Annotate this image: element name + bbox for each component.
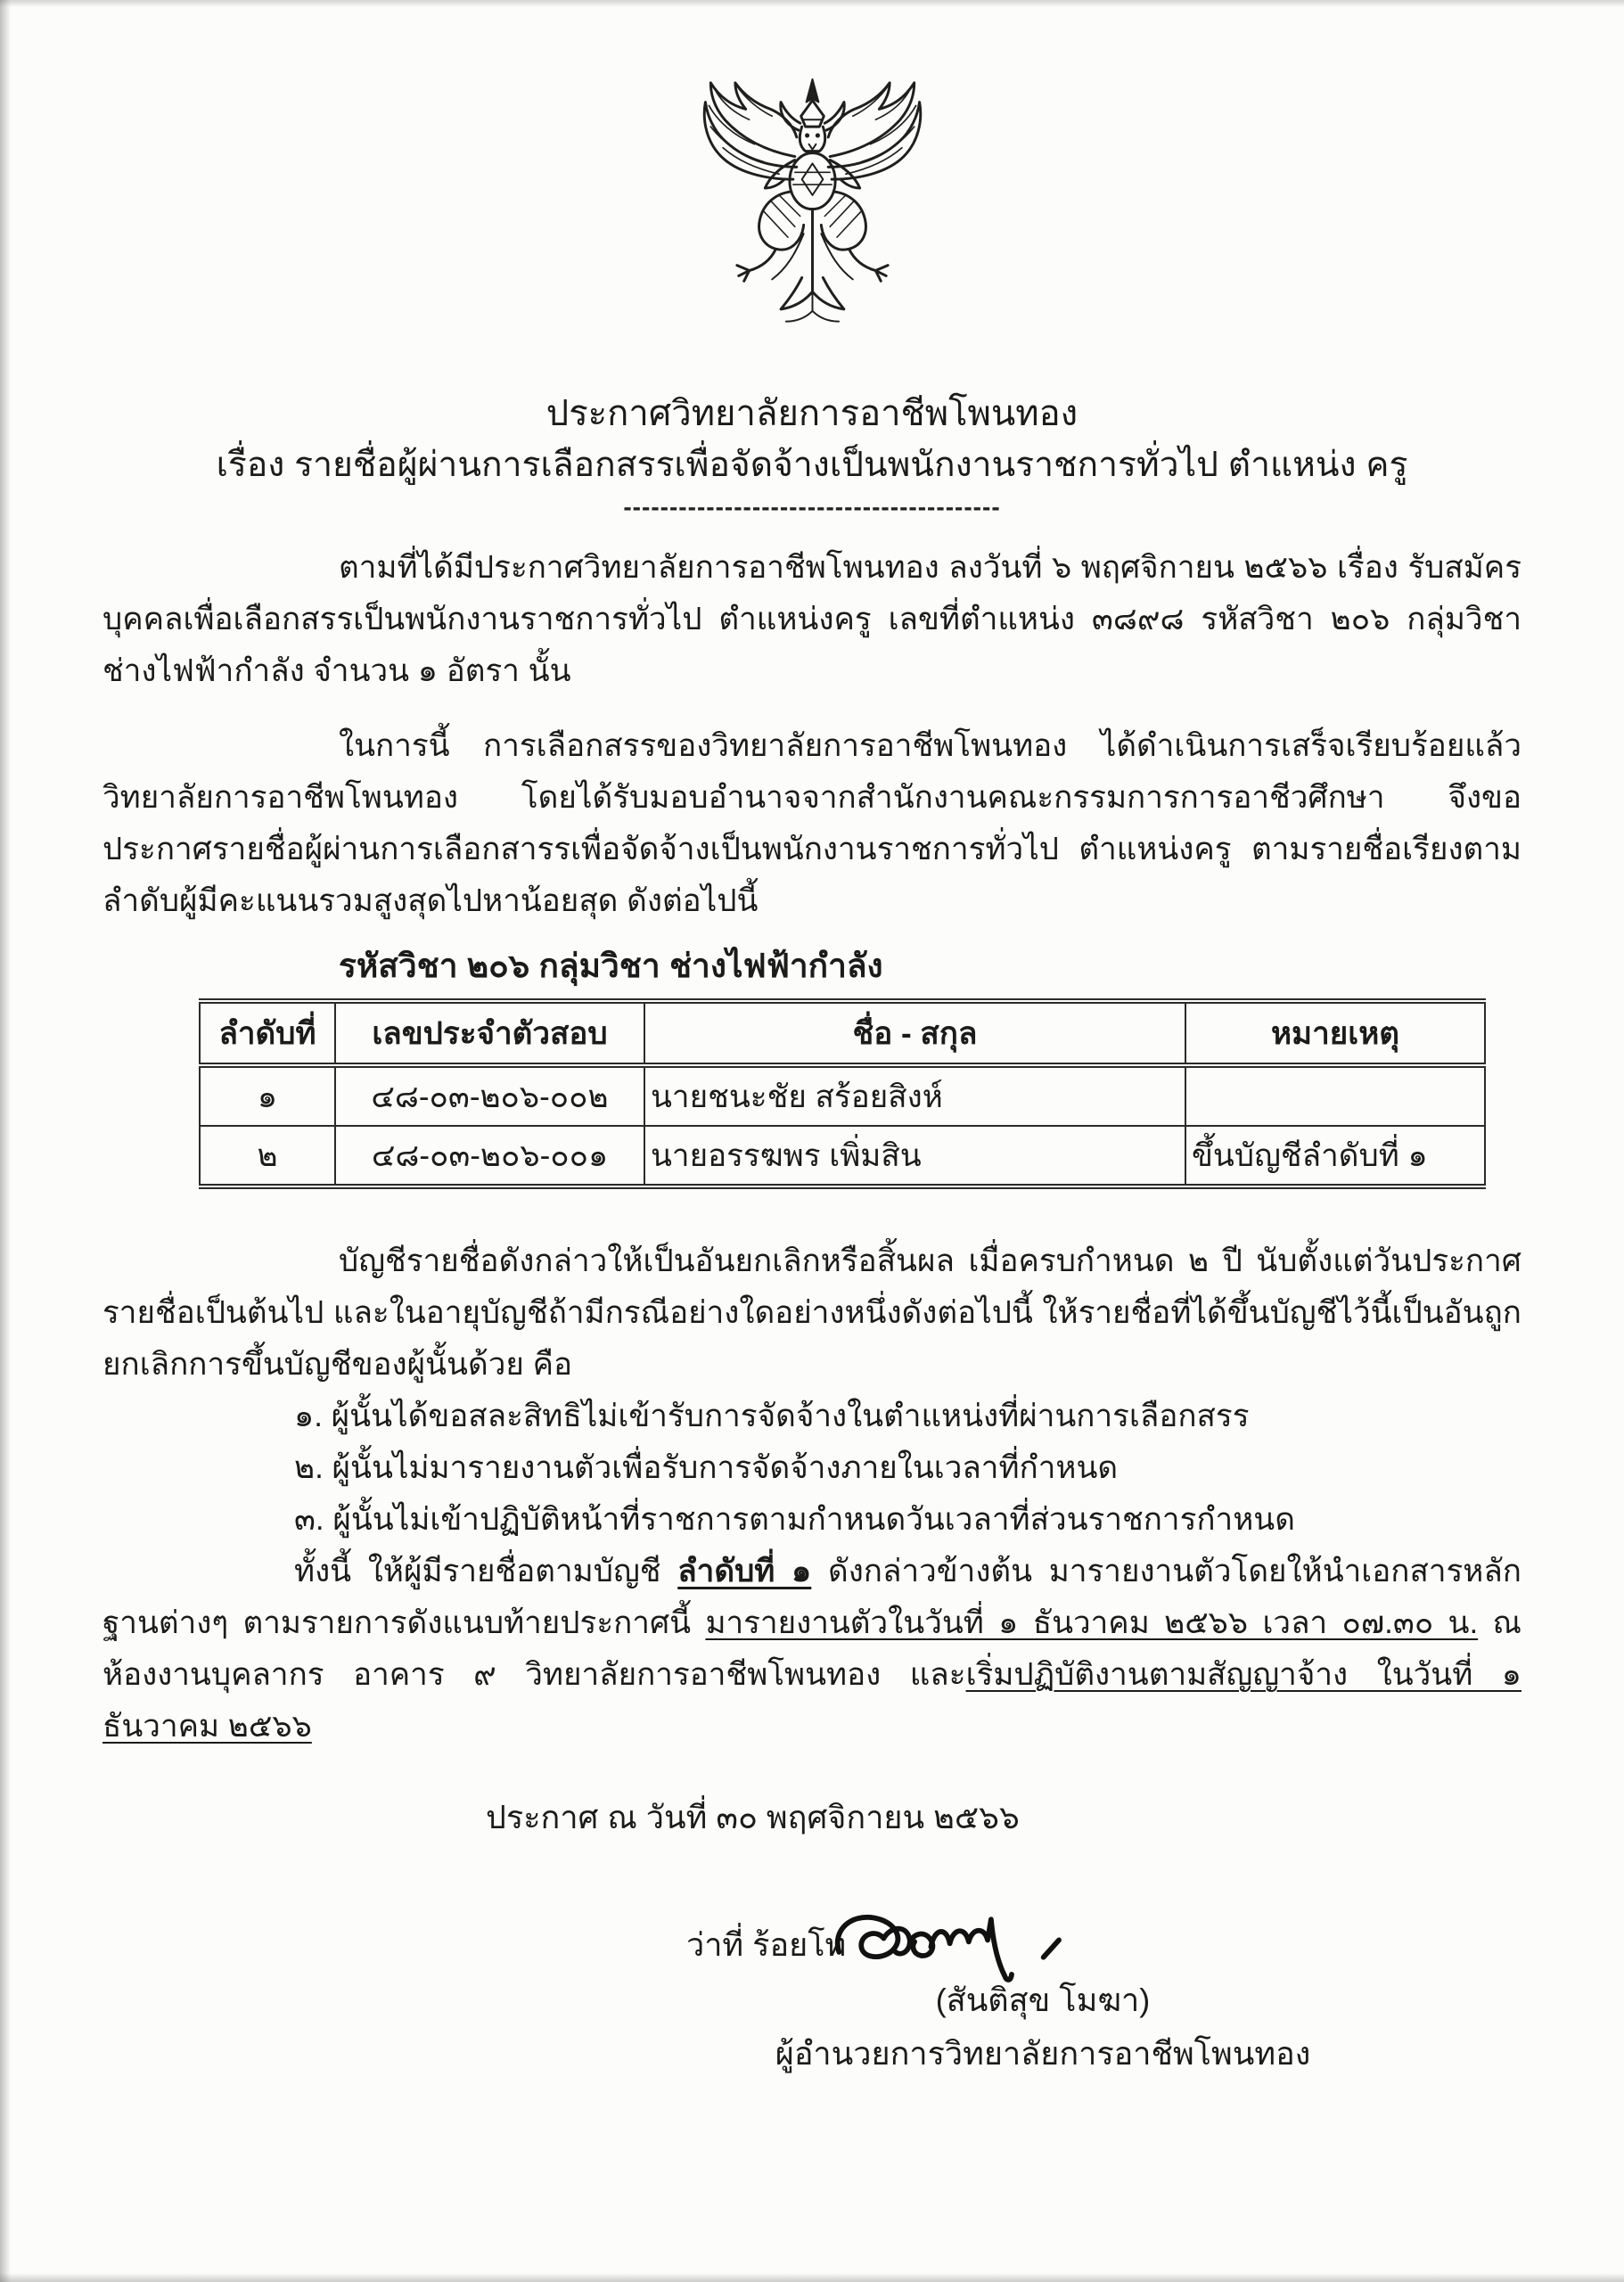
scan-shadow-bottom bbox=[0, 2273, 1624, 2282]
results-table-caption: รหัสวิชา ๒๐๖ กลุ่มวิชา ช่างไฟฟ้ากำลัง bbox=[339, 948, 883, 984]
cell-name: นายชนะชัย สร้อยสิงห์ bbox=[644, 1065, 1185, 1126]
document-title: ประกาศวิทยาลัยการอาชีพโพนทอง bbox=[545, 394, 1079, 433]
signature-name: (สันติสุข โมฆา) bbox=[935, 1982, 1151, 2018]
paragraph-selection-result: ในการนี้ การเลือกสรรของวิทยาลัยการอาชีพโพนทอง ได้ดำเนินการเสร็จเรียบร้อยแล้ว วิทยาลัยการอาชีพโพนทอง โดยได้รับมอบอำนาจจากสำนักงานคณะกรรมการการอาชีวศึกษา จึงขอประกาศรายชื่อผู้ผ่านการเลือกสารรเพื่อจัดจ้างเป็นพนักงานราชการทั่วไป ตำแหน่งครู ตามรายชื่อเรียงตามลำดับผู้มีคะแนนรวมสูงสุดไปหาน้อยสุด ดังต่อไปนี้ bbox=[103, 728, 1521, 918]
paragraph-opening: ตามที่ได้มีประกาศวิทยาลัยการอาชีพโพนทอง ลงวันที่ ๖ พฤศจิกายน ๒๕๖๖ เรื่อง รับสมัครบุคคลเพื่อเลือกสรรเป็นพนักงานราชการทั่วไป ตำแหน่งครู เลขที่ตำแหน่ง ๓๘๙๘ รหัสวิชา ๒๐๖ กลุ่มวิชา ช่างไฟฟ้ากำลัง จำนวน ๑ อัตรา นั้น bbox=[103, 550, 1521, 688]
table-header-row bbox=[200, 1001, 1485, 1065]
column-header-rank: ลำดับที่ bbox=[200, 1001, 335, 1065]
cell-remark: ขึ้นบัญชีลำดับที่ ๑ bbox=[1185, 1126, 1485, 1186]
closing-text-segment: มารายงานตัวในวันที่ ๑ ธันวาคม ๒๕๖๖ เวลา ๐๗.๓๐ น. bbox=[705, 1605, 1479, 1640]
closing-paragraph bbox=[103, 1546, 1521, 1753]
closing-text-segment: ณ ห้องงานบุคลากร อาคาร ๙ วิทยาลัยการอาชีพโพนทอง และ bbox=[103, 1605, 1521, 1692]
cell-remark bbox=[1185, 1065, 1485, 1126]
closing-text-segment: เริ่มปฏิบัติงานตามสัญญาจ้าง ในวันที่ ๑ ธันวาคม ๒๕๖๖ bbox=[103, 1657, 1521, 1744]
column-header-name: ชื่อ - สกุล bbox=[644, 1001, 1185, 1065]
closing-text-segment: ลำดับที่ ๑ bbox=[677, 1554, 812, 1588]
closing-text-segment: ทั้งนี้ ให้ผู้มีรายชื่อตามบัญชี bbox=[294, 1554, 678, 1588]
scan-shadow-top bbox=[0, 0, 1624, 7]
paragraph-list-validity: บัญชีรายชื่อดังกล่าวให้เป็นอันยกเลิกหรือสิ้นผล เมื่อครบกำหนด ๒ ปี นับตั้งแต่วันประกาศรายชื่อเป็นต้นไป และในอายุบัญชีถ้ามีกรณีอย่างใดอย่างหนึ่งดังต่อไปนี้ ให้รายชื่อที่ได้ขึ้นบัญชีไว้นี้เป็นอันถูกยกเลิกการขึ้นบัญชีของผู้นั้นด้วย คือ bbox=[103, 1244, 1521, 1382]
cell-exam-number: ๔๘-๐๓-๒๐๖-๐๐๒ bbox=[335, 1065, 644, 1126]
table-row bbox=[200, 1065, 1485, 1126]
dashed-divider: ----------------------------------------- bbox=[623, 493, 1001, 521]
table-row bbox=[200, 1126, 1485, 1186]
condition-item: ๒. ผู้นั้นไม่มารายงานตัวเพื่อรับการจัดจ้างภายในเวลาที่กำหนด bbox=[294, 1450, 1119, 1485]
cell-rank: ๑ bbox=[200, 1065, 335, 1126]
column-header-exam-number: เลขประจำตัวสอบ bbox=[335, 1001, 644, 1065]
garuda-emblem bbox=[663, 76, 962, 357]
signature-rank-prefix: ว่าที่ ร้อยโท bbox=[686, 1926, 847, 1963]
cell-name: นายอรรฆพร เพิ่มสิน bbox=[644, 1126, 1185, 1186]
document-subject: เรื่อง รายชื่อผู้ผ่านการเลือกสรรเพื่อจัดจ้างเป็นพนักงานราชการทั่วไป ตำแหน่ง ครู bbox=[216, 446, 1408, 484]
condition-item: ๑. ผู้นั้นได้ขอสละสิทธิไม่เข้ารับการจัดจ้างในตำแหน่งที่ผ่านการเลือกสรร bbox=[294, 1399, 1250, 1433]
signature-title: ผู้อำนวยการวิทยาลัยการอาชีพโพนทอง bbox=[775, 2035, 1311, 2072]
condition-item: ๓. ผู้นั้นไม่เข้าปฏิบัติหน้าที่ราชการตามกำหนดวันเวลาที่ส่วนราชการกำหนด bbox=[294, 1502, 1295, 1537]
cell-exam-number: ๔๘-๐๓-๒๐๖-๐๐๑ bbox=[335, 1126, 644, 1186]
announcement-date-line: ประกาศ ณ วันที่ ๓๐ พฤศจิกายน ๒๕๖๖ bbox=[486, 1799, 1020, 1835]
cell-rank: ๒ bbox=[200, 1126, 335, 1186]
results-table bbox=[199, 998, 1486, 1189]
signature-block bbox=[686, 1902, 1328, 2079]
column-header-remark: หมายเหตุ bbox=[1185, 1001, 1485, 1065]
closing-text-segment: ดังกล่าวข้างต้น มารายงานตัวโดยให้นำเอกสารหลักฐานต่างๆ ตามรายการดังแนบท้ายประกาศนี้ bbox=[103, 1554, 1521, 1640]
